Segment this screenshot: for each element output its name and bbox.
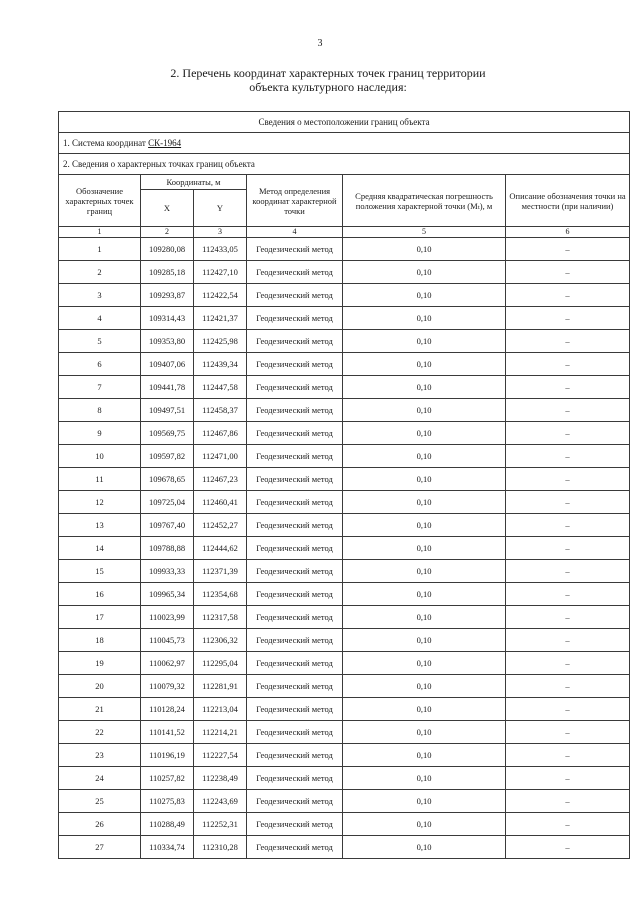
point-number: 15: [59, 560, 141, 583]
coordinate-x: 109497,51: [141, 399, 194, 422]
method-cell: Геодезический метод: [247, 629, 343, 652]
point-number: 11: [59, 468, 141, 491]
method-cell: Геодезический метод: [247, 353, 343, 376]
table-row: [59, 836, 630, 859]
description-cell: –: [506, 836, 630, 859]
table-row: [59, 744, 630, 767]
error-cell: 0,10: [343, 491, 506, 514]
error-cell: 0,10: [343, 790, 506, 813]
table-row: [59, 261, 630, 284]
coordinate-x: 109933,33: [141, 560, 194, 583]
description-cell: –: [506, 767, 630, 790]
error-cell: 0,10: [343, 698, 506, 721]
point-number: 14: [59, 537, 141, 560]
table-row: [59, 353, 630, 376]
method-cell: Геодезический метод: [247, 583, 343, 606]
method-cell: Геодезический метод: [247, 606, 343, 629]
table-row: [59, 537, 630, 560]
coordinate-x: 110079,32: [141, 675, 194, 698]
coordinate-x: 110275,83: [141, 790, 194, 813]
header-method: Метод определения координат характерной точки: [247, 175, 343, 227]
point-number: 18: [59, 629, 141, 652]
point-number: 23: [59, 744, 141, 767]
point-number: 10: [59, 445, 141, 468]
table-row: [59, 330, 630, 353]
header-y: Y: [194, 190, 247, 227]
coordinate-y: 112310,28: [194, 836, 247, 859]
error-cell: 0,10: [343, 353, 506, 376]
error-cell: 0,10: [343, 468, 506, 491]
method-cell: Геодезический метод: [247, 675, 343, 698]
coordinate-x: 110128,24: [141, 698, 194, 721]
method-cell: Геодезический метод: [247, 422, 343, 445]
coordinate-y: 112467,23: [194, 468, 247, 491]
coordinate-system-code: СК-1964: [148, 138, 182, 148]
table-row: [59, 767, 630, 790]
description-cell: –: [506, 284, 630, 307]
error-cell: 0,10: [343, 422, 506, 445]
error-cell: 0,10: [343, 583, 506, 606]
method-cell: Геодезический метод: [247, 238, 343, 261]
table-caption: Сведения о местоположении границ объекта: [59, 112, 630, 133]
description-cell: –: [506, 675, 630, 698]
description-cell: –: [506, 307, 630, 330]
table-row: [59, 629, 630, 652]
coordinate-y: 112306,32: [194, 629, 247, 652]
error-cell: 0,10: [343, 307, 506, 330]
coordinate-y: 112460,41: [194, 491, 247, 514]
description-cell: –: [506, 376, 630, 399]
coordinate-x: 109569,75: [141, 422, 194, 445]
table-row: [59, 422, 630, 445]
table-body: [59, 238, 630, 859]
table-row: [59, 399, 630, 422]
description-cell: –: [506, 399, 630, 422]
description-cell: –: [506, 583, 630, 606]
table-row: [59, 491, 630, 514]
point-number: 2: [59, 261, 141, 284]
method-cell: Геодезический метод: [247, 813, 343, 836]
error-cell: 0,10: [343, 514, 506, 537]
error-cell: 0,10: [343, 675, 506, 698]
coordinate-y: 112317,58: [194, 606, 247, 629]
coordinate-y: 112425,98: [194, 330, 247, 353]
coordinate-y: 112458,37: [194, 399, 247, 422]
method-cell: Геодезический метод: [247, 491, 343, 514]
coordinate-y: 112213,04: [194, 698, 247, 721]
method-cell: Геодезический метод: [247, 468, 343, 491]
coordinate-y: 112214,21: [194, 721, 247, 744]
coordinate-x: 109788,88: [141, 537, 194, 560]
table-row: [59, 652, 630, 675]
method-cell: Геодезический метод: [247, 560, 343, 583]
header-x: X: [141, 190, 194, 227]
error-cell: 0,10: [343, 836, 506, 859]
table-row: [59, 238, 630, 261]
column-number: 6: [506, 227, 630, 238]
coordinate-x: 110062,97: [141, 652, 194, 675]
description-cell: –: [506, 560, 630, 583]
coordinate-x: 110196,19: [141, 744, 194, 767]
document-title: [100, 66, 556, 94]
method-cell: Геодезический метод: [247, 445, 343, 468]
point-number: 6: [59, 353, 141, 376]
error-cell: 0,10: [343, 399, 506, 422]
point-number: 4: [59, 307, 141, 330]
error-cell: 0,10: [343, 537, 506, 560]
coordinate-y: 112371,39: [194, 560, 247, 583]
method-cell: Геодезический метод: [247, 261, 343, 284]
method-cell: Геодезический метод: [247, 698, 343, 721]
coordinate-y: 112452,27: [194, 514, 247, 537]
error-cell: 0,10: [343, 721, 506, 744]
table-header: [59, 112, 630, 238]
coordinate-y: 112433,05: [194, 238, 247, 261]
point-number: 7: [59, 376, 141, 399]
coordinate-x: 109280,08: [141, 238, 194, 261]
coordinate-x: 109767,40: [141, 514, 194, 537]
description-cell: –: [506, 445, 630, 468]
column-number: 1: [59, 227, 141, 238]
point-number: 12: [59, 491, 141, 514]
coordinate-y: 112444,62: [194, 537, 247, 560]
point-number: 17: [59, 606, 141, 629]
point-number: 22: [59, 721, 141, 744]
header-coordinates: Координаты, м: [141, 175, 247, 190]
coordinate-x: 110023,99: [141, 606, 194, 629]
error-cell: 0,10: [343, 606, 506, 629]
description-cell: –: [506, 790, 630, 813]
table-row: [59, 307, 630, 330]
description-cell: –: [506, 606, 630, 629]
description-cell: –: [506, 514, 630, 537]
coordinate-y: 112471,00: [194, 445, 247, 468]
point-number: 27: [59, 836, 141, 859]
coordinate-system-row: [59, 133, 630, 154]
coordinate-y: 112243,69: [194, 790, 247, 813]
point-number: 16: [59, 583, 141, 606]
description-cell: –: [506, 261, 630, 284]
column-number: 3: [194, 227, 247, 238]
table-row: [59, 698, 630, 721]
coordinate-y: 112227,54: [194, 744, 247, 767]
method-cell: Геодезический метод: [247, 330, 343, 353]
coordinate-x: 109965,34: [141, 583, 194, 606]
description-cell: –: [506, 652, 630, 675]
method-cell: Геодезический метод: [247, 514, 343, 537]
table-row: [59, 721, 630, 744]
table-row: [59, 445, 630, 468]
coordinate-x: 110141,52: [141, 721, 194, 744]
error-cell: 0,10: [343, 652, 506, 675]
description-cell: –: [506, 744, 630, 767]
coordinate-system-label: 1. Система координат: [63, 138, 146, 148]
table-row: [59, 376, 630, 399]
description-cell: –: [506, 422, 630, 445]
point-number: 20: [59, 675, 141, 698]
coordinate-x: 110257,82: [141, 767, 194, 790]
coordinate-x: 109285,18: [141, 261, 194, 284]
coordinate-y: 112447,58: [194, 376, 247, 399]
description-cell: –: [506, 330, 630, 353]
error-cell: 0,10: [343, 330, 506, 353]
coordinate-y: 112281,91: [194, 675, 247, 698]
table-row: [59, 514, 630, 537]
method-cell: Геодезический метод: [247, 652, 343, 675]
description-cell: –: [506, 238, 630, 261]
table-row: [59, 284, 630, 307]
coordinate-x: 109725,04: [141, 491, 194, 514]
table-row: [59, 583, 630, 606]
page-number: 3: [317, 38, 323, 49]
point-number: 25: [59, 790, 141, 813]
document-title-line-1: 2. Перечень координат характерных точек границ территории: [170, 66, 486, 80]
section-label: 2. Сведения о характерных точках границ объекта: [59, 154, 630, 175]
coordinate-y: 112467,86: [194, 422, 247, 445]
column-number: 4: [247, 227, 343, 238]
error-cell: 0,10: [343, 238, 506, 261]
coordinate-x: 110045,73: [141, 629, 194, 652]
point-number: 26: [59, 813, 141, 836]
table-row: [59, 790, 630, 813]
coordinate-x: 109441,78: [141, 376, 194, 399]
coordinates-table: [58, 111, 630, 859]
table-row: [59, 560, 630, 583]
method-cell: Геодезический метод: [247, 721, 343, 744]
method-cell: Геодезический метод: [247, 284, 343, 307]
description-cell: –: [506, 629, 630, 652]
method-cell: Геодезический метод: [247, 537, 343, 560]
header-description: Описание обозначения точки на местности (при наличии): [506, 175, 630, 227]
coordinate-y: 112421,37: [194, 307, 247, 330]
table-row: [59, 606, 630, 629]
error-cell: 0,10: [343, 560, 506, 583]
column-number: 5: [343, 227, 506, 238]
coordinate-y: 112295,04: [194, 652, 247, 675]
point-number: 9: [59, 422, 141, 445]
error-cell: 0,10: [343, 744, 506, 767]
column-number-row: [59, 227, 630, 238]
column-number: 2: [141, 227, 194, 238]
error-cell: 0,10: [343, 445, 506, 468]
description-cell: –: [506, 813, 630, 836]
description-cell: –: [506, 537, 630, 560]
description-cell: –: [506, 491, 630, 514]
header-point-designation: Обозначение характерных точек границ: [59, 175, 141, 227]
method-cell: Геодезический метод: [247, 790, 343, 813]
method-cell: Геодезический метод: [247, 744, 343, 767]
document-title-line-2: объекта культурного наследия:: [249, 80, 407, 94]
coordinate-x: 109678,65: [141, 468, 194, 491]
table-row: [59, 813, 630, 836]
point-number: 19: [59, 652, 141, 675]
coordinate-y: 112427,10: [194, 261, 247, 284]
header-mean-square-error: Средняя квадратическая погрешность положения характерной точки (Mₜ), м: [343, 175, 506, 227]
error-cell: 0,10: [343, 629, 506, 652]
coordinate-y: 112354,68: [194, 583, 247, 606]
point-number: 13: [59, 514, 141, 537]
method-cell: Геодезический метод: [247, 836, 343, 859]
point-number: 21: [59, 698, 141, 721]
method-cell: Геодезический метод: [247, 307, 343, 330]
point-number: 5: [59, 330, 141, 353]
point-number: 3: [59, 284, 141, 307]
method-cell: Геодезический метод: [247, 767, 343, 790]
error-cell: 0,10: [343, 284, 506, 307]
description-cell: –: [506, 721, 630, 744]
point-number: 24: [59, 767, 141, 790]
coordinate-x: 109314,43: [141, 307, 194, 330]
coordinate-x: 109293,87: [141, 284, 194, 307]
description-cell: –: [506, 353, 630, 376]
coordinate-y: 112422,54: [194, 284, 247, 307]
error-cell: 0,10: [343, 261, 506, 284]
table-row: [59, 675, 630, 698]
coordinate-x: 110288,49: [141, 813, 194, 836]
coordinate-x: 110334,74: [141, 836, 194, 859]
error-cell: 0,10: [343, 813, 506, 836]
method-cell: Геодезический метод: [247, 376, 343, 399]
table-row: [59, 468, 630, 491]
description-cell: –: [506, 698, 630, 721]
point-number: 8: [59, 399, 141, 422]
error-cell: 0,10: [343, 767, 506, 790]
method-cell: Геодезический метод: [247, 399, 343, 422]
coordinate-y: 112439,34: [194, 353, 247, 376]
description-cell: –: [506, 468, 630, 491]
coordinate-x: 109353,80: [141, 330, 194, 353]
coordinate-y: 112238,49: [194, 767, 247, 790]
point-number: 1: [59, 238, 141, 261]
coordinate-x: 109597,82: [141, 445, 194, 468]
error-cell: 0,10: [343, 376, 506, 399]
coordinate-x: 109407,06: [141, 353, 194, 376]
coordinate-y: 112252,31: [194, 813, 247, 836]
